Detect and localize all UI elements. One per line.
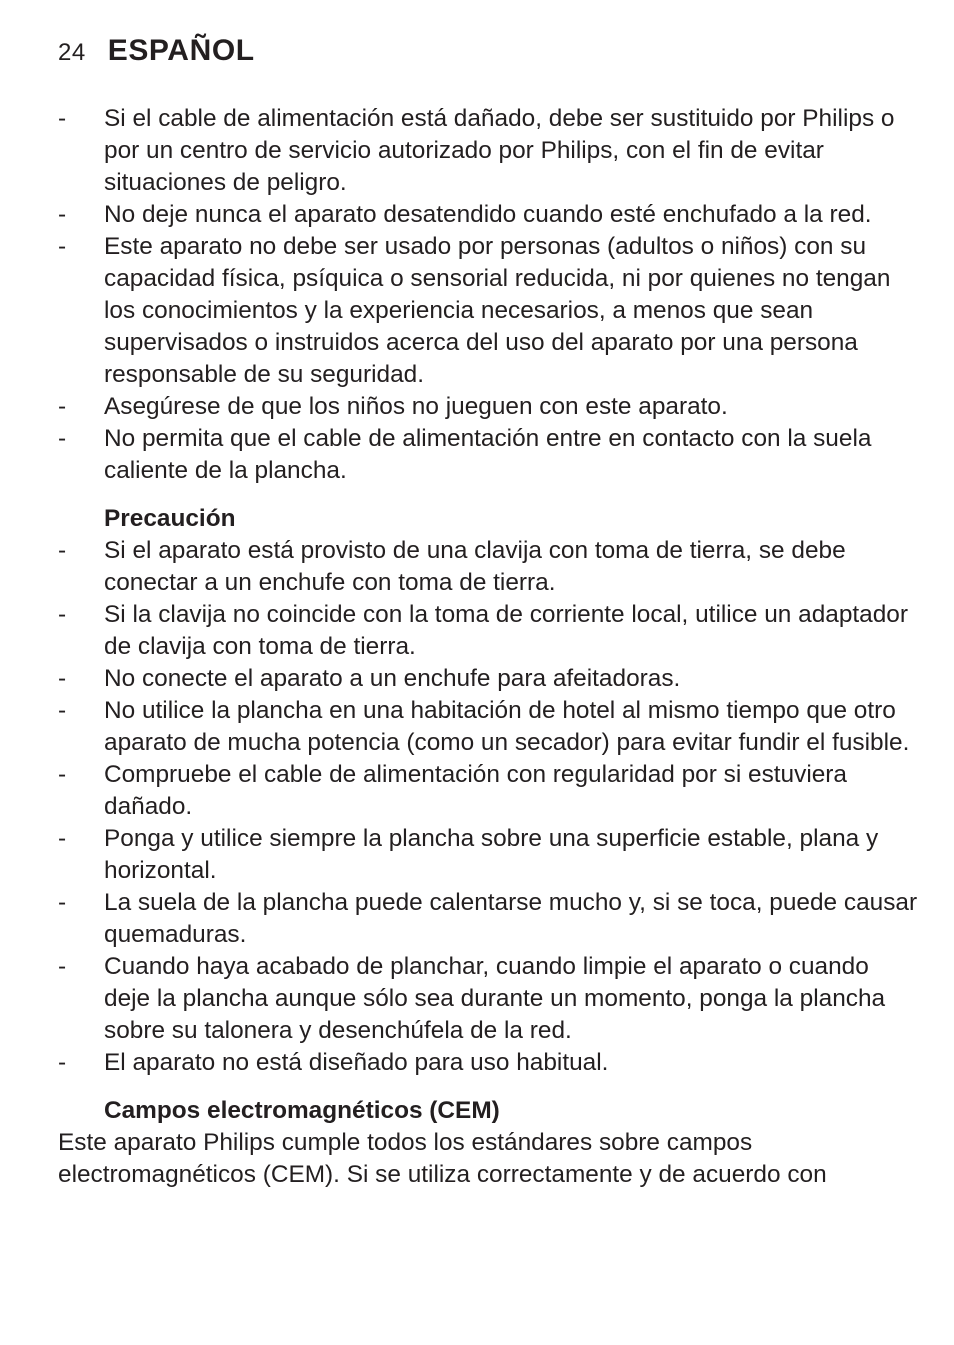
emf-heading: Campos electromagnéticos (CEM) (104, 1097, 500, 1124)
dash-bullet: - (58, 601, 67, 628)
caution-list (58, 535, 918, 1079)
list-item-text: Asegúrese de que los niños no jueguen con este aparato. (104, 393, 728, 420)
list-item (58, 199, 918, 231)
dash-bullet: - (58, 697, 67, 724)
dash-bullet: - (58, 1049, 67, 1076)
emf-paragraph: Este aparato Philips cumple todos los estándares sobre campos electromagnéticos (CEM). Si se utiliza correctamente y de acuerdo con (58, 1129, 827, 1188)
dash-bullet: - (58, 665, 67, 692)
dash-bullet: - (58, 393, 67, 420)
list-item-text: No conecte el aparato a un enchufe para afeitadoras. (104, 665, 681, 692)
caution-heading: Precaución (104, 505, 236, 532)
list-item (58, 759, 918, 823)
page-content (58, 103, 918, 1191)
dash-bullet: - (58, 825, 67, 852)
warnings-list (58, 103, 918, 487)
list-item-text: No deje nunca el aparato desatendido cuando esté enchufado a la red. (104, 201, 872, 228)
list-item (58, 663, 918, 695)
list-item-text: Este aparato no debe ser usado por personas (adultos o niños) con su capacidad física, psíquica o sensorial reducida, ni por quienes no tengan los conocimientos y la experiencia necesarios, a menos que sean supervisados o instruidos acerca del uso del aparato por una persona responsable de su seguridad. (104, 233, 891, 388)
dash-bullet: - (58, 425, 67, 452)
list-item (58, 887, 918, 951)
dash-bullet: - (58, 953, 67, 980)
list-item-text: No utilice la plancha en una habitación de hotel al mismo tiempo que otro aparato de mucha potencia (como un secador) para evitar fundir el fusible. (104, 697, 910, 756)
list-item (58, 231, 918, 391)
list-item (58, 535, 918, 599)
page-header (58, 34, 255, 74)
list-item-text: La suela de la plancha puede calentarse mucho y, si se toca, puede causar quemaduras. (104, 889, 918, 948)
list-item (58, 103, 918, 199)
list-item-text: Si la clavija no coincide con la toma de corriente local, utilice un adaptador de clavija con toma de tierra. (104, 601, 908, 660)
dash-bullet: - (58, 889, 67, 916)
dash-bullet: - (58, 537, 67, 564)
list-item-text: Ponga y utilice siempre la plancha sobre una superficie estable, plana y horizontal. (104, 825, 879, 884)
list-item (58, 823, 918, 887)
list-item-text: El aparato no está diseñado para uso habitual. (104, 1049, 609, 1076)
section-title: ESPAÑOL (107, 34, 255, 67)
list-item (58, 423, 918, 487)
list-item-text: Si el cable de alimentación está dañado, debe ser sustituido por Philips o por un centro de servicio autorizado por Philips, con el fin de evitar situaciones de peligro. (104, 105, 895, 196)
list-item (58, 1047, 918, 1079)
list-item-text: No permita que el cable de alimentación entre en contacto con la suela caliente de la plancha. (104, 425, 872, 484)
page-number: 24 (58, 39, 86, 66)
list-item-text: Compruebe el cable de alimentación con regularidad por si estuviera dañado. (104, 761, 847, 820)
dash-bullet: - (58, 233, 67, 260)
dash-bullet: - (58, 761, 67, 788)
list-item-text: Cuando haya acabado de planchar, cuando limpie el aparato o cuando deje la plancha aunque sólo sea durante un momento, ponga la plancha sobre su talonera y desenchúfela de la red. (104, 953, 886, 1044)
list-item (58, 391, 918, 423)
dash-bullet: - (58, 201, 67, 228)
list-item-text: Si el aparato está provisto de una clavija con toma de tierra, se debe conectar a un enchufe con toma de tierra. (104, 537, 846, 596)
list-item (58, 951, 918, 1047)
dash-bullet: - (58, 105, 67, 132)
list-item (58, 599, 918, 663)
list-item (58, 695, 918, 759)
